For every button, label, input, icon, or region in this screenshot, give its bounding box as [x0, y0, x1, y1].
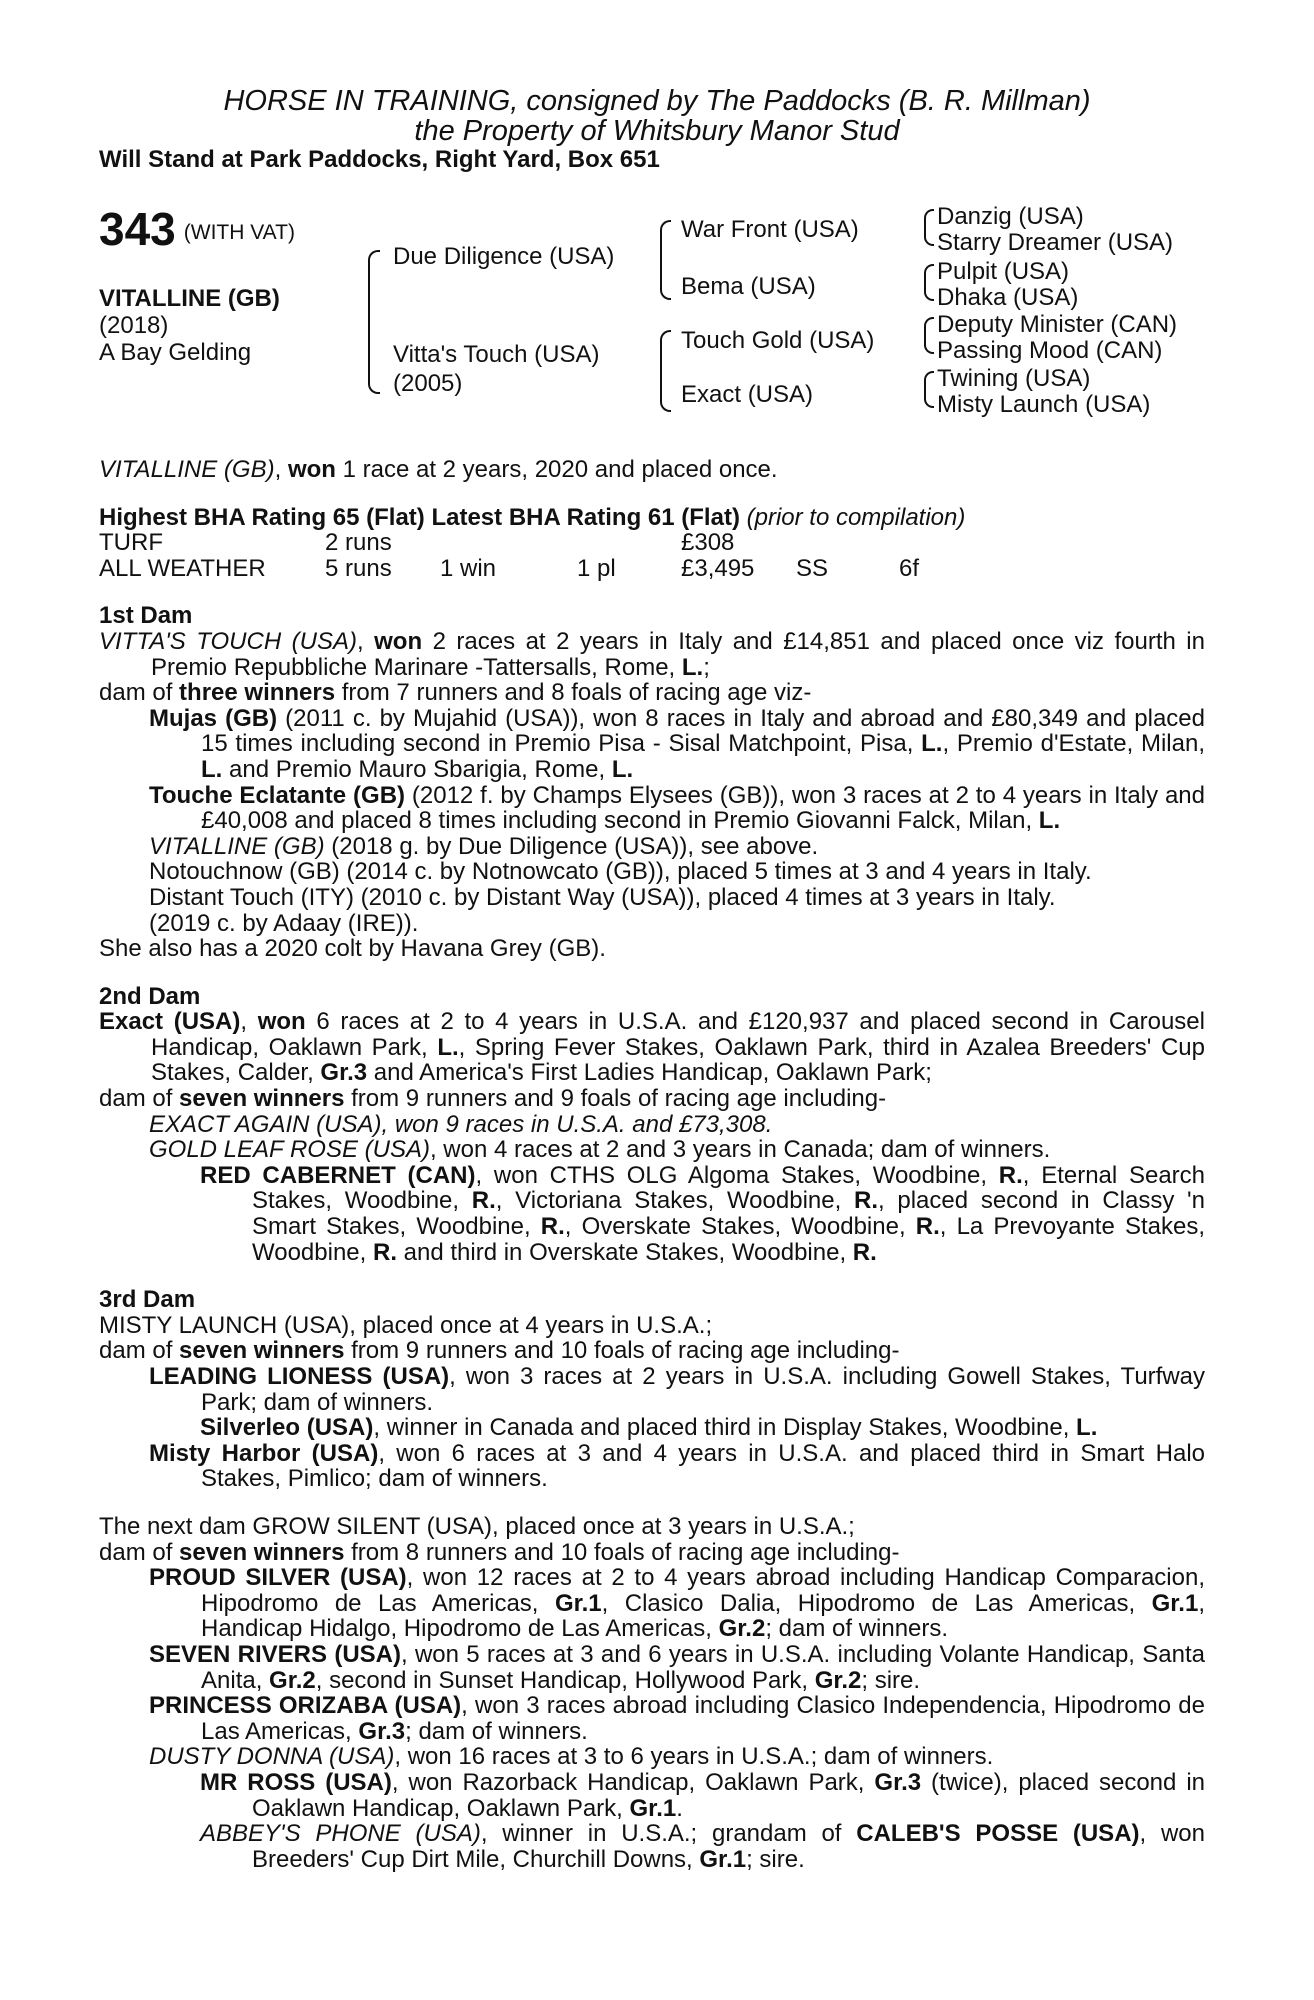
second-dam-produce-summary: dam of seven winners from 9 runners and 9 foals of racing age including-: [99, 1085, 887, 1113]
header-property: the Property of Whitsbury Manor Stud: [414, 115, 900, 147]
pedigree-sire-sire: War Front (USA): [681, 216, 859, 243]
header-consignment: HORSE IN TRAINING, consigned by The Paddocks (B. R. Millman): [223, 85, 1091, 117]
pedigree-dam-sire: Touch Gold (USA): [681, 327, 875, 354]
pedigree-brace-dam: [660, 330, 671, 412]
produce-notouchnow: Notouchnow (GB) (2014 c. by Notnowcato (GB)), placed 5 times at 3 and 4 years in Italy.: [149, 858, 1092, 886]
produce-silverleo: Silverleo (USA), winner in Canada and placed third in Display Stakes, Woodbine, L.: [200, 1414, 1098, 1442]
third-dam-heading: 3rd Dam: [99, 1286, 196, 1314]
race-summary: VITALLINE (GB), won 1 race at 2 years, 2020 and placed once.: [99, 456, 778, 483]
pedigree-dds: Twining (USA): [937, 365, 1091, 392]
produce-princess-orizaba: PRINCESS ORIZABA (USA), won 3 races abroad including Clasico Independencia, Hipodromo de Las Americas, Gr.3; dam of winners.: [149, 1692, 1206, 1745]
second-dam-intro: Exact (USA), won 6 races at 2 to 4 years in U.S.A. and £120,937 and placed second in Carousel Handicap, Oaklawn Park, L., Spring Fever Stakes, Oaklawn Park, third in Azalea Breeders' Cup Stakes, Calder, Gr.3 and America's First Ladies Handicap, Oaklawn Park;: [99, 1008, 1206, 1087]
produce-gold-leaf-rose: GOLD LEAF ROSE (USA), won 4 races at 2 and 3 years in Canada; dam of winners.: [149, 1136, 1051, 1164]
lot-number-block: [99, 204, 295, 254]
pedigree-dam-dam: Exact (USA): [681, 381, 814, 408]
horse-description: A Bay Gelding: [99, 339, 252, 366]
third-dam-intro: MISTY LAUNCH (USA), placed once at 4 years in U.S.A.;: [99, 1311, 713, 1339]
produce-distant-touch: Distant Touch (ITY) (2010 c. by Distant Way (USA)), placed 4 times at 3 years in Italy.: [149, 883, 1056, 911]
pedigree-brace-dd: [924, 371, 934, 408]
vat-note: (WITH VAT): [183, 221, 295, 244]
bha-rating: Highest BHA Rating 65 (Flat) Latest BHA Rating 61 (Flat) (prior to compilation): [99, 503, 966, 531]
stats-row-turf: TURF 2 runs £308: [99, 529, 735, 557]
pedigree-sss: Danzig (USA): [937, 203, 1084, 230]
produce-mr-ross: MR ROSS (USA), won Razorback Handicap, Oaklawn Park, Gr.3 (twice), placed second in Oaklawn Handicap, Oaklawn Park, Gr.1.: [200, 1768, 1205, 1822]
produce-dusty-donna: DUSTY DONNA (USA), won 16 races at 3 to 6 years in U.S.A.; dam of winners.: [149, 1743, 994, 1771]
pedigree-ssd: Starry Dreamer (USA): [937, 229, 1174, 256]
produce-exact-again: EXACT AGAIN (USA), won 9 races in U.S.A. and £73,308.: [149, 1110, 773, 1138]
next-dam-produce-summary: dam of seven winners from 8 runners and 10 foals of racing age including-: [99, 1538, 900, 1566]
produce-leading-lioness: LEADING LIONESS (USA), won 3 races at 2 years in U.S.A. including Gowell Stakes, Turfway Park; dam of winners.: [149, 1363, 1206, 1416]
produce-2019-colt: (2019 c. by Adaay (IRE)).: [149, 909, 419, 937]
produce-misty-harbor: Misty Harbor (USA), won 6 races at 3 and 4 years in U.S.A. and placed third in Smart Halo Stakes, Pimlico; dam of winners.: [149, 1439, 1205, 1493]
pedigree-brace-sd: [924, 264, 934, 301]
catalogue-body: [99, 457, 1205, 1872]
pedigree-dss: Deputy Minister (CAN): [937, 311, 1178, 338]
pedigree-dam-year: (2005): [393, 370, 463, 397]
pedigree-dsd: Passing Mood (CAN): [937, 337, 1163, 364]
pedigree-brace-main: [368, 250, 380, 394]
produce-mujas: Mujas (GB) (2011 c. by Mujahid (USA)), won 8 races in Italy and abroad and £80,349 and placed 15 times including second in Premio Pisa - Sisal Matchpoint, Pisa, L., Premio d'Estate, Milan, L. and Premio Mauro Sbarigia, Rome, L.: [149, 704, 1206, 783]
pedigree-sire: Due Diligence (USA): [393, 243, 615, 270]
pedigree-sire-dam: Bema (USA): [681, 273, 816, 300]
produce-abbeys-phone: ABBEY'S PHONE (USA), winner in U.S.A.; grandam of CALEB'S POSSE (USA), won Breeders' Cup Dirt Mile, Churchill Downs, Gr.1; sire.: [200, 1820, 1205, 1873]
produce-vitalline: VITALLINE (GB) (2018 g. by Due Diligence (USA)), see above.: [149, 832, 819, 860]
header-stand-location: Will Stand at Park Paddocks, Right Yard, Box 651: [99, 146, 660, 173]
produce-proud-silver: PROUD SILVER (USA), won 12 races at 2 to 4 years abroad including Handicap Comparacion, Hipodromo de Las Americas, Gr.1, Clasico Dalia, Hipodromo de Las Americas, Gr.1, Handicap Hidalgo, Hipodromo de Las Americas, Gr.2; dam of winners.: [149, 1564, 1205, 1643]
pedigree-sds: Pulpit (USA): [937, 258, 1070, 285]
pedigree-brace-ds: [924, 317, 934, 354]
pedigree-dam: Vitta's Touch (USA): [393, 341, 600, 368]
produce-touche-eclatante: Touche Eclatante (GB) (2012 f. by Champs Elysees (GB)), won 3 races at 2 to 4 years in Italy and £40,008 and placed 8 times including second in Premio Giovanni Falck, Milan, L.: [149, 781, 1205, 835]
lot-number: 343: [99, 203, 176, 255]
first-dam-produce-summary: dam of three winners from 7 runners and 8 foals of racing age viz-: [99, 679, 812, 707]
first-dam-heading: 1st Dam: [99, 602, 193, 630]
pedigree-brace-ss: [924, 209, 934, 246]
produce-red-cabernet: RED CABERNET (CAN), won CTHS OLG Algoma Stakes, Woodbine, R., Eternal Search Stakes, Woodbine, R., Victoriana Stakes, Woodbine, R., placed second in Classy 'n Smart Stakes, Woodbine, R., Overskate Stakes, Woodbine, R., La Prevoyante Stakes, Woodbine, R. and third in Overskate Stakes, Woodbine, R.: [200, 1161, 1206, 1266]
next-dam-intro: The next dam GROW SILENT (USA), placed once at 3 years in U.S.A.;: [99, 1512, 855, 1540]
stats-row-all-weather: ALL WEATHER 5 runs 1 win 1 pl £3,495 SS 6f: [99, 554, 920, 582]
horse-info: [99, 285, 280, 366]
third-dam-produce-summary: dam of seven winners from 9 runners and 10 foals of racing age including-: [99, 1337, 900, 1365]
second-dam-heading: 2nd Dam: [99, 982, 201, 1010]
horse-year: (2018): [99, 312, 169, 339]
produce-seven-rivers: SEVEN RIVERS (USA), won 5 races at 3 and 6 years in U.S.A. including Volante Handicap, Santa Anita, Gr.2, second in Sunset Handicap, Hollywood Park, Gr.2; sire.: [149, 1640, 1205, 1694]
horse-name: VITALLINE (GB): [99, 285, 280, 312]
pedigree-brace-sire: [660, 220, 671, 300]
pedigree-sdd: Dhaka (USA): [937, 284, 1079, 311]
produce-2020-colt: She also has a 2020 colt by Havana Grey (GB).: [99, 935, 606, 963]
pedigree-ddd: Misty Launch (USA): [937, 391, 1151, 418]
first-dam-intro: VITTA'S TOUCH (USA), won 2 races at 2 years in Italy and £14,851 and placed once viz fourth in Premio Repubbliche Marinare -Tattersalls, Rome, L.;: [99, 627, 1205, 681]
